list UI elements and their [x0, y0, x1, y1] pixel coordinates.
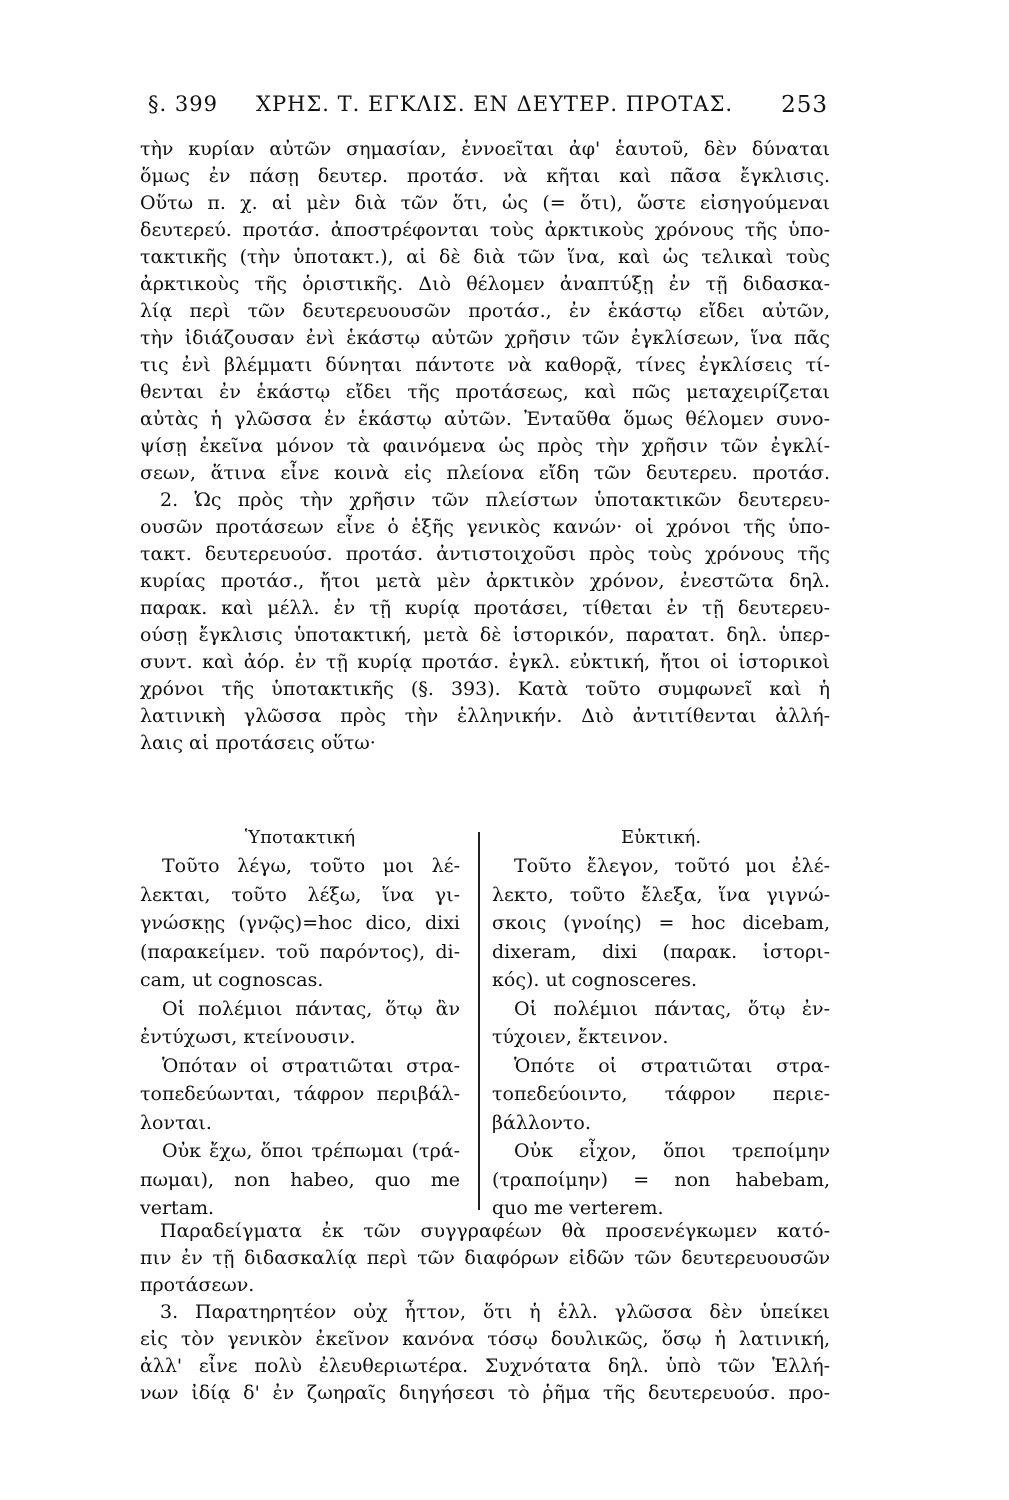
running-header [148, 92, 828, 122]
paragraph-3-start: 3. Παρατηρητέον οὐχ ἧττον, ὅτι ἡ ἑλλ. γλῶσσα δὲν ὑπείκει [160, 1301, 830, 1323]
column-line: (παρακείμεν. τοῦ παρόντος), di- [140, 940, 460, 963]
optative-column [492, 824, 830, 1223]
text-line: ουσῶν προτάσεων εἶνε ὁ ἑξῆς γενικὸς κανών· οἱ χρόνοι τῆς ὑπο- [140, 516, 830, 538]
column-line: πωμαι), non habeo, quo me [140, 1168, 460, 1191]
page-number: 253 [781, 92, 828, 118]
text-line: τις ἐνὶ βλέμματι δύνηται πάντοτε νὰ καθορᾷ, τίνες ἐγκλίσεις τί- [140, 354, 830, 376]
comparison-columns [140, 824, 830, 1219]
text-line: τὴν κυρίαν αὐτῶν σημασίαν, ἐννοεῖται ἀφ' ἑαυτοῦ, δὲν δύναται [140, 138, 830, 160]
column-line: dixeram, dixi (παρακ. ἱστορι- [492, 940, 830, 963]
column-line: cam, ut cognoscas. [140, 969, 324, 991]
text-line: τακτικῆς (τὴν ὑποτακτ.), αἱ δὲ διὰ τῶν ἵνα, καὶ ὡς τελικαὶ τοὺς [140, 246, 830, 268]
body-text [140, 136, 830, 757]
text-line: ὅμως ἐν πάσῃ δευτερ. προτάσ. νὰ κῆται καὶ πᾶσα ἔγκλισις. [140, 165, 830, 187]
text-line: χρόνοι τῆς ὑποτακτικῆς (§. 393). Κατὰ τοῦτο συμφωνεῖ καὶ ἡ [140, 678, 830, 700]
column-line: τοπεδεύωνται, τάφρον περιβάλ- [140, 1083, 460, 1105]
text-line: κυρίας προτάσ., ἤτοι μετὰ μὲν ἀρκτικὸν χρόνον, ἐνεστῶτα δηλ. [140, 570, 830, 592]
column-line: ἐντύχωσι, κτείνουσιν. [140, 1026, 356, 1048]
column-line: Ὁπόταν οἱ στρατιῶται στρα- [162, 1054, 460, 1077]
text-line: τὴν ἰδιάζουσαν ἐνὶ ἑκάστῳ αὐτῶν χρῆσιν τῶν ἐγκλίσεων, ἵνα πᾶς [140, 327, 830, 349]
column-line: Τοῦτο λέγω, τοῦτο μοι λέ- [162, 855, 460, 877]
section-number: §. 399 [148, 92, 218, 116]
column-line: Ὁπότε οἱ στρατιῶται στρα- [514, 1054, 830, 1077]
text-line: πιν ἐν τῇ διδασκαλίᾳ περὶ τῶν διαφόρων εἰδῶν τῶν δευτερευουσῶν [140, 1247, 830, 1269]
column-line: Τοῦτο ἔλεγον, τοῦτό μοι ἐλέ- [514, 855, 830, 877]
text-line: ἀλλ' εἶνε πολὺ ἐλευθεριωτέρα. Συχνότατα δηλ. ὑπὸ τῶν Ἑλλή- [140, 1355, 830, 1377]
column-line: κός). ut cognosceres. [492, 969, 698, 991]
column-line: (τραποίμην) = non habebam, [492, 1168, 830, 1191]
text-line: Παραδείγματα ἐκ τῶν συγγραφέων θὰ προσενέγκωμεν κατό- [160, 1220, 830, 1242]
column-line: Οἱ πολέμιοι πάντας, ὅτῳ ἂν [162, 997, 460, 1020]
column-line: vertam. [140, 1197, 215, 1219]
text-line: τακτ. δευτερευούσ. προτάσ. ἀντιστοιχοῦσι πρὸς τοὺς χρόνους τῆς [140, 543, 830, 565]
column-line: βάλλοντο. [492, 1111, 591, 1134]
column-divider [478, 832, 480, 1210]
text-line: σεων, ἅτινα εἶνε κοινὰ εἰς πλείονα εἴδη τῶν δευτερευ. προτάσ. [140, 462, 830, 484]
text-line: ἀρκτικοὺς τῆς ὁριστικῆς. Διὸ θέλομεν ἀναπτύξῃ ἐν τῇ διδασκα- [140, 273, 830, 295]
column-line: τοπεδεύοιντο, τάφρον περιε- [492, 1083, 830, 1105]
column-line: Οὐκ ἔχω, ὅποι τρέπωμαι (τρά- [162, 1140, 460, 1162]
column-line: λεκτο, τοῦτο ἔλεξα, ἵνα γιγνώ- [492, 883, 830, 906]
column-line: λονται. [140, 1111, 212, 1134]
subjunctive-column [140, 824, 460, 1223]
text-line: Οὕτω π. χ. αἱ μὲν διὰ τῶν ὅτι, ὡς (= ὅτι), ὥστε εἰσηγούμεναι [140, 192, 830, 214]
column-line: γνώσκῃς (γνῷς)=hoc dico, dixi [140, 912, 460, 934]
text-line: ψίσῃ ἐκεῖνα μόνον τὰ φαινόμενα ὡς πρὸς τὴν χρῆσιν τῶν ἐγκλί- [140, 435, 830, 457]
column-heading-subjunctive: Ὑποτακτική [244, 827, 356, 848]
text-line: παρακ. καὶ μέλλ. ἐν τῇ κυρίᾳ προτάσει, τίθεται ἐν τῇ δευτερευ- [140, 597, 830, 619]
column-line: τύχοιεν, ἔκτεινον. [492, 1026, 669, 1048]
text-line: συντ. καὶ ἀόρ. ἐν τῇ κυρίᾳ προτάσ. ἐγκλ. εὐκτική, ἤτοι οἱ ἱστορικοὶ [140, 651, 830, 673]
text-line: λίᾳ περὶ τῶν δευτερευουσῶν προτάσ., ἐν ἑκάστῳ εἴδει αὐτῶν, [140, 300, 830, 322]
column-line: Οἱ πολέμιοι πάντας, ὅτῳ ἐν- [514, 997, 830, 1020]
text-line: ούσῃ ἔγκλισις ὑποτακτική, μετὰ δὲ ἱστορικόν, παρατατ. δηλ. ὑπερ- [140, 624, 830, 646]
text-line: δευτερεύ. προτάσ. ἀποστρέφονται τοὺς ἀρκτικοὺς χρόνους τῆς ὑπο- [140, 219, 830, 241]
column-line: λεκται, τοῦτο λέξω, ἵνα γι- [140, 883, 460, 906]
column-line: Οὐκ εἶχον, ὅποι τρεποίμην [514, 1140, 830, 1162]
text-line: λαις αἱ προτάσεις οὕτω· [140, 732, 376, 754]
paragraph-2-start: 2. Ὡς πρὸς τὴν χρῆσιν τῶν πλείστων ὑποτακτικῶν δευτερευ- [160, 489, 830, 511]
column-heading-optative: Εὐκτική. [620, 827, 702, 848]
text-line: λατινικὴ γλῶσσα πρὸς τὴν ἑλληνικήν. Διὸ ἀντιτίθενται ἀλλή- [140, 705, 830, 727]
text-line: αὐτὰς ἡ γλῶσσα ἐν ἑκάστῳ αὐτῶν. Ἐνταῦθα ὅμως θέλομεν συνο- [140, 408, 830, 430]
text-line: εἰς τὸν γενικὸν ἐκεῖνον κανόνα τόσῳ δουλικῶς, ὅσῳ ἡ λατινική, [140, 1328, 830, 1350]
running-title: ΧΡΗΣ. Τ. ΕΓΚΛΙΣ. ΕΝ ΔΕΥΤΕΡ. ΠΡΟΤΑΣ. [256, 92, 734, 116]
text-line: προτάσεων. [140, 1274, 255, 1296]
text-line: νων ἰδίᾳ δ' ἐν ζωηραῖς διηγήσεσι τὸ ῥῆμα τῆς δευτερευούσ. προ- [140, 1382, 830, 1404]
text-line: θενται ἐν ἑκάστῳ εἴδει τῆς προτάσεως, καὶ πῶς μεταχειρίζεται [140, 381, 830, 403]
closing-text [140, 1218, 830, 1407]
column-line: quo me verterem. [492, 1197, 664, 1219]
column-line: σκοις (γνοίης) = hoc dicebam, [492, 912, 830, 934]
